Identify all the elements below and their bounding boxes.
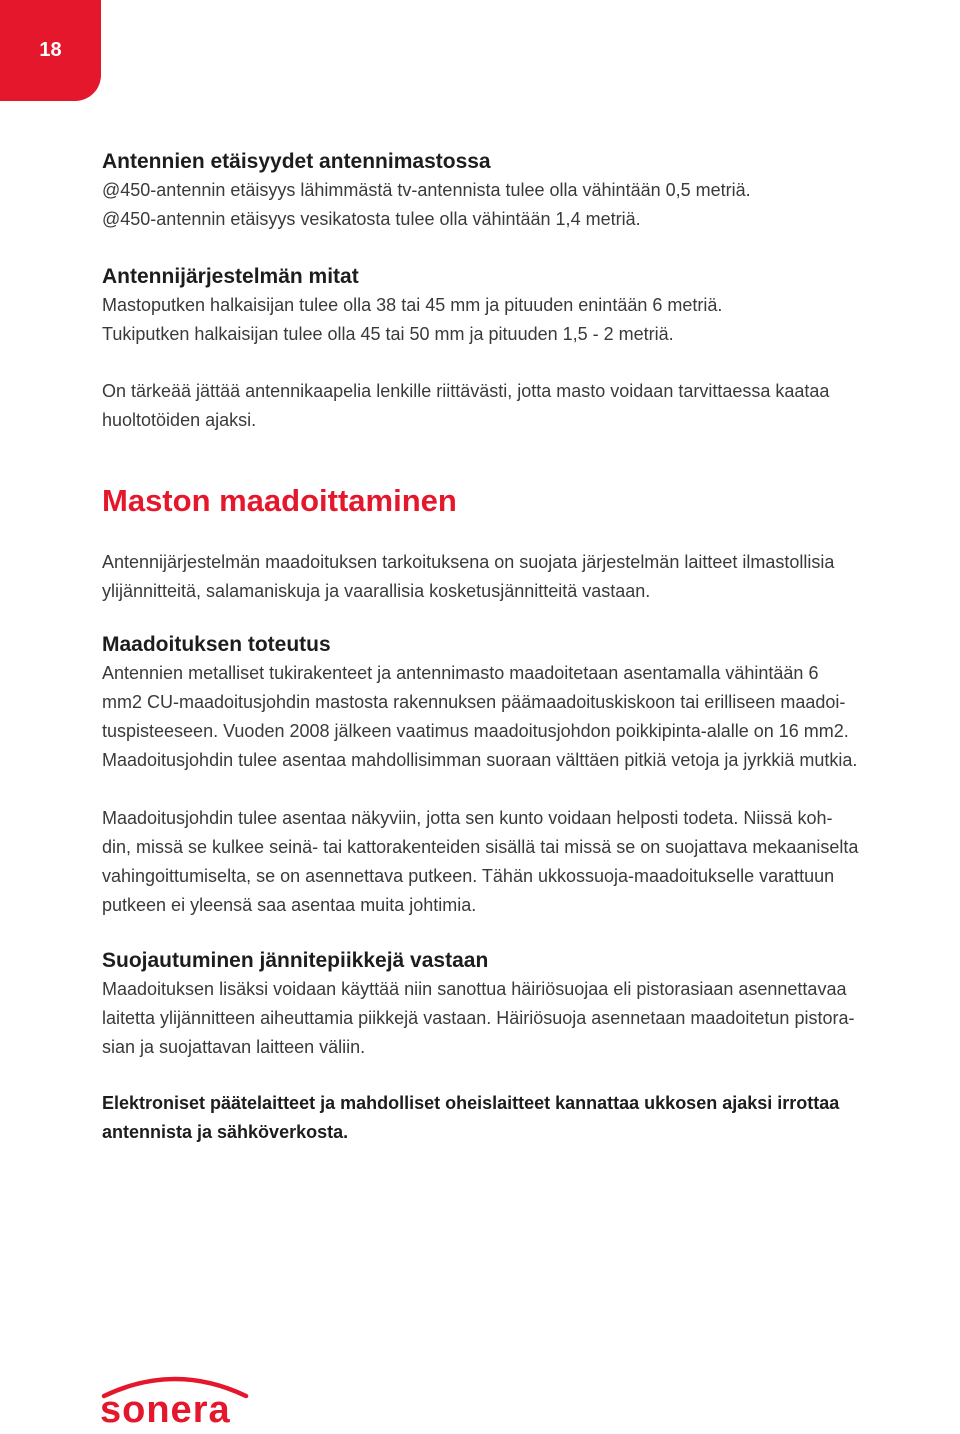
text-line: tuspisteeseen. Vuoden 2008 jälkeen vaatimus maadoitusjohdon poikkipinta-alalle on 16 mm2. [102,721,849,741]
text-line: Antennijärjestelmän maadoituksen tarkoituksena on suojata järjestelmän laitteet ilmastollisia [102,552,835,572]
page-content [102,148,944,1147]
text-line: On tärkeää jättää antennikaapelia lenkille riittävästi, jotta masto voidaan tarvittaessa kaataa [102,381,830,401]
text-line: din, missä se kulkee seinä- tai kattorakenteiden sisällä tai missä se on suojattava mekaaniselta [102,837,859,857]
bold-note-line: antennista ja sähköverkosta. [102,1122,349,1142]
text-line: ylijännitteitä, salamaniskuja ja vaarallisia kosketusjännitteitä vastaan. [102,581,651,601]
bold-note-line: Elektroniset päätelaitteet ja mahdolliset oheislaitteet kannattaa ukkosen ajaksi irrottaa [102,1093,840,1113]
text-line: Mastoputken halkaisijan tulee olla 38 tai 45 mm ja pituuden enintään 6 metriä. [102,295,723,315]
text-line: Maadoitusjohdin tulee asentaa mahdollisimman suoraan välttäen pitkiä vetoja ja jyrkkiä mutkia. [102,750,858,770]
section-title-antenna-distances: Antennien etäisyydet antennimastossa [102,150,491,173]
text-line: @450-antennin etäisyys lähimmästä tv-antennista tulee olla vähintään 0,5 metriä. [102,180,751,200]
page-number: 18 [39,39,62,61]
text-line: huoltotöiden ajaksi. [102,410,257,430]
section-title-grounding-implementation: Maadoituksen toteutus [102,633,331,656]
section-title-surge-protection: Suojautuminen jännitepiikkejä vastaan [102,949,489,972]
text-line: @450-antennin etäisyys vesikatosta tulee olla vähintään 1,4 metriä. [102,209,641,229]
text-line: Antennien metalliset tukirakenteet ja antennimasto maadoitetaan asentamalla vähintään 6 [102,663,819,683]
logo-text: sonera [100,1389,231,1431]
sonera-logo [100,1370,250,1432]
text-line: sian ja suojattavan laitteen väliin. [102,1037,366,1057]
text-line: laitetta ylijännitteen aiheuttamia piikkejä vastaan. Häiriösuoja asennetaan maadoitetun pistora- [102,1008,855,1028]
section-title-system-dimensions: Antennijärjestelmän mitat [102,265,359,288]
text-line: mm2 CU-maadoitusjohdin mastosta rakennuksen päämaadoituskiskoon tai erilliseen maadoi- [102,692,846,712]
text-line: putkeen ei yleensä saa asentaa muita johtimia. [102,895,477,915]
text-line: Tukiputken halkaisijan tulee olla 45 tai 50 mm ja pituuden 1,5 - 2 metriä. [102,324,674,344]
text-line: Maadoitusjohdin tulee asentaa näkyviin, jotta sen kunto voidaan helposti todeta. Niissä koh- [102,808,833,828]
text-line: Maadoituksen lisäksi voidaan käyttää niin sanottua häiriösuojaa eli pistorasiaan asennettavaa [102,979,847,999]
text-line: vahingoittumiselta, se on asennettava putkeen. Tähän ukkossuoja-maadoitukselle varattuun [102,866,835,886]
page-number-tab [0,0,101,101]
main-heading: Maston maadoittaminen [102,483,457,518]
